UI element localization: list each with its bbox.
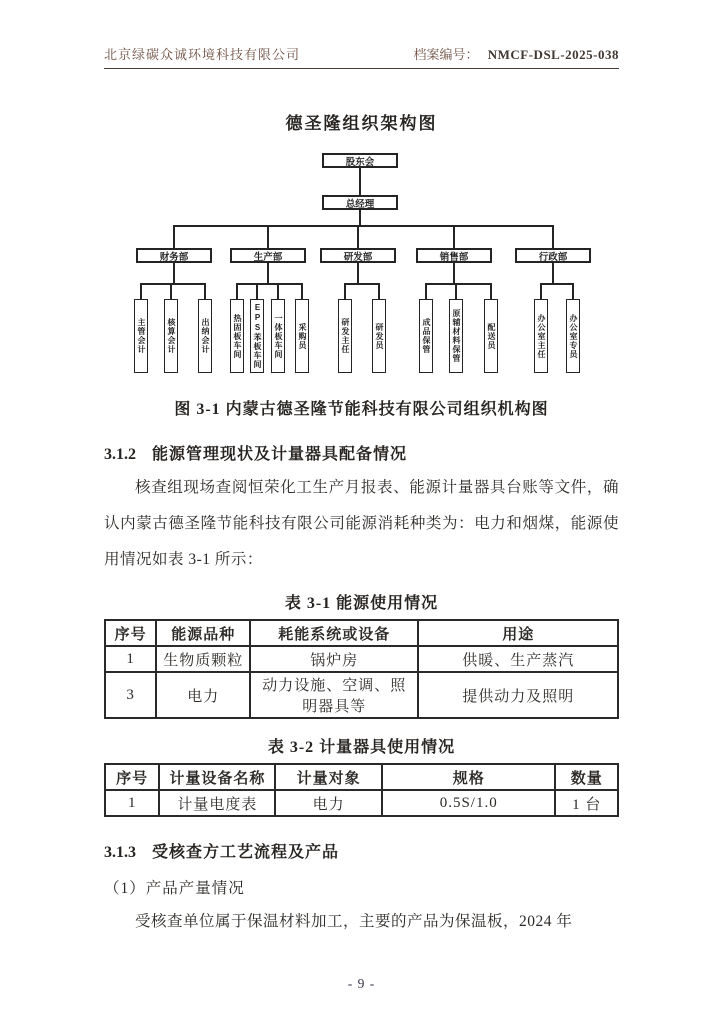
- table-cell: 计量电度表: [159, 790, 275, 816]
- table-header-cell: 计量对象: [275, 764, 382, 790]
- org-chart: [104, 150, 619, 382]
- table-header-cell: 耗能系统或设备: [250, 620, 418, 646]
- org-box-dept-admin: 行政部: [515, 248, 591, 263]
- archive-label: 档案编号：: [413, 47, 479, 62]
- table-cell: 生物质颗粒: [156, 646, 250, 672]
- table-cell: 提供动力及照明: [418, 672, 618, 718]
- table-header-cell: 用途: [418, 620, 618, 646]
- paragraph-energy-overview: 核查组现场查阅恒荣化工生产月报表、能源计量器具台账等文件，确认内蒙古德圣隆节能科技有限公司能源消耗种类为：电力和烟煤，能源使用情况如表 3-1 所示：: [104, 479, 619, 568]
- table-cell: 3: [105, 672, 156, 718]
- subsection-heading: （1）产品产量情况: [104, 880, 245, 897]
- section-heading-313: [104, 839, 619, 862]
- org-box-role: 成品保管: [419, 299, 433, 373]
- org-box-role: 原辅材料保管: [449, 299, 463, 373]
- table-cell: 供暖、生产蒸汽: [418, 646, 618, 672]
- table-cell: 电力: [275, 790, 382, 816]
- org-box-role: 出纳会计: [198, 299, 212, 373]
- table-cell: 锅炉房: [250, 646, 418, 672]
- table2-caption: 表 3-2 计量器具使用情况: [267, 739, 456, 756]
- header-archive: [413, 44, 619, 63]
- org-box-role: 热固板车间: [230, 299, 244, 373]
- table-header-cell: 序号: [105, 620, 156, 646]
- org-box-role: 采购员: [295, 299, 309, 373]
- org-box-dept-finance: 财务部: [136, 248, 212, 263]
- table-row: [105, 790, 618, 816]
- header-company-name: 北京绿碳众诚环境科技有限公司: [104, 47, 301, 62]
- paragraph-product-output: 受核查单位属于保温材料加工，主要的产品为保温板，2024 年: [135, 913, 573, 930]
- table-cell: 0.5S/1.0: [382, 790, 555, 816]
- table-header-row: [105, 620, 618, 646]
- table-header-cell: 序号: [105, 764, 159, 790]
- org-box-role: 主管会计: [134, 299, 148, 373]
- table-cell: 电力: [156, 672, 250, 718]
- table-row: [105, 672, 618, 718]
- table-header-cell: 数量: [555, 764, 618, 790]
- table-row: [105, 646, 618, 672]
- org-box-role: 研发主任: [338, 299, 352, 373]
- table-cell: 1 台: [555, 790, 618, 816]
- section-title: 能源管理现状及计量器具配备情况: [152, 446, 408, 463]
- orgchart-title: 德圣隆组织架构图: [285, 114, 438, 133]
- table1-caption: 表 3-1 能源使用情况: [284, 595, 439, 612]
- table-header-cell: 能源品种: [156, 620, 250, 646]
- org-box-dept-sales: 销售部: [416, 248, 492, 263]
- section-number: 3.1.3: [104, 844, 136, 861]
- table-header-row: [105, 764, 618, 790]
- table-cell: 1: [105, 790, 159, 816]
- page-header: [104, 0, 619, 69]
- org-box-general-manager: 总经理: [322, 195, 398, 210]
- figure-caption: 图 3-1 内蒙古德圣隆节能科技有限公司组织机构图: [174, 401, 549, 418]
- org-box-role: 办公室专员: [566, 299, 580, 373]
- table-cell: 动力设施、空调、照明器具等: [250, 672, 418, 718]
- table-cell: 1: [105, 646, 156, 672]
- org-box-role: 核算会计: [164, 299, 178, 373]
- org-box-role: 研发员: [372, 299, 386, 373]
- org-box-dept-production: 生产部: [230, 248, 306, 263]
- table-header-cell: 规格: [382, 764, 555, 790]
- metering-devices-table: [104, 763, 619, 817]
- org-box-shareholders: 股东会: [322, 153, 398, 168]
- archive-number: NMCF-DSL-2025-038: [487, 47, 619, 62]
- section-title: 受核查方工艺流程及产品: [152, 844, 340, 861]
- energy-use-table: [104, 619, 619, 719]
- table-header-cell: 计量设备名称: [159, 764, 275, 790]
- org-box-dept-rnd: 研发部: [320, 248, 396, 263]
- section-heading-312: [104, 441, 619, 464]
- page-number: - 9 -: [347, 976, 376, 991]
- org-box-role: 一体板车间: [271, 299, 285, 373]
- org-box-role: 办公室主任: [534, 299, 548, 373]
- section-number: 3.1.2: [104, 446, 136, 463]
- org-box-role: EPS苯板车间: [250, 299, 264, 373]
- org-box-role: 配送员: [484, 299, 498, 373]
